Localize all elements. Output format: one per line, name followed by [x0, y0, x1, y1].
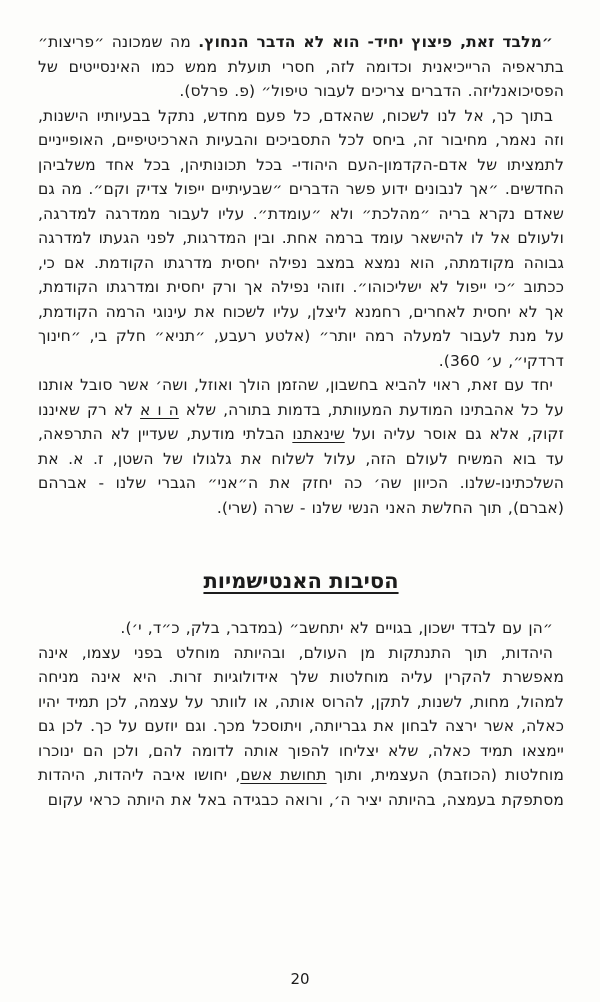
- text-segment: תחושת אשם: [240, 766, 327, 784]
- paragraph: [38, 373, 564, 520]
- text-segment: מה שמכונה ״פריצות״ בתראפיה הרייכיאנית וכדומה לזה, חסרי תועלת ממש כמו האינסייטים של הפסיכואנליזה. הדברים צריכים לעבור טיפול״ (פ. פרלס).: [38, 33, 564, 100]
- text-segment: ה ו א: [140, 400, 179, 419]
- text-segment: ״הן עם לבדד ישכון, בגויים לא יתחשב״ (במדבר, בלק, כ״ד, י׳).: [120, 619, 553, 637]
- text-segment: לא רק שאיננו זקוק, אלא גם אוסר עליה ועל: [38, 400, 564, 443]
- paragraph: [38, 30, 564, 104]
- paragraph: [38, 104, 564, 374]
- text-segment: יחד עם זאת, ראוי להביא בחשבון, שהזמן הולך ואוזל, ושה׳ אשר סובל אותנו על כל אהבתינו המודעת המעוותת, בדמות בתורה, שלא: [38, 376, 564, 419]
- text-segment: ״מלבד זאת, פיצוץ יחיד- הוא לא הדבר הנחוץ.: [198, 33, 553, 51]
- page-number: 20: [290, 970, 310, 988]
- scripture-quote-paragraph: [38, 616, 564, 641]
- text-segment: בתוך כך, אל לנו לשכוח, שהאדם, כל פעם מחדש, נתקל בבעיותיו הישנות, וזה נאמר, מחיבור זה, ביחס לכל התסביכים והבעיות הארכיטיפיים, האופייניים לתמציתו של אדם-הקדמון-העם היהודי- בכל תכונותיהן, בכל אחד משלביהן החדשים. ״אך לנבונים ידוע פשר הדברים ״שבעיתיים ייפול צדיק וקם״. מה גם שאדם נקרא בריה ״מהלכת״ ולא ״עומדת״. עליו לעבור ממדרגה למדרגה, ולעולם אל לו להישאר עומד ברמה אחת. ובין המדרגות, לפני הגעתו למדרגה גבוהה מקודמתה, הוא נמצא במצב נפילה יחסית מדרגתו הקודמת. אם כי, ככתוב ״כי ייפול לא ישליכוהו״. וזוהי נפילה אך ורק יחסית ומדרגתו הקודמת, אך לא יחסית לאחרים, רחמנא ליצלן, עליו לשכוח את עינוגי הרמה הקודמת, על מנת לעבור למעלה רמה יותר״ (אלטע רעבע, ״תניא״ חלק בי, ״חינוך דרדקי״, ע׳ 360).: [38, 106, 564, 370]
- text-segment: , יחושו איבה ליהדות, היהדות מסתפקת בעמצה, בהיותה יציר ה׳, ורואה כבגידה באל את היותה כראי עקום: [38, 766, 564, 809]
- paragraph: [38, 641, 564, 813]
- text-block: [38, 30, 564, 812]
- text-segment: הבלתי מודעת, שעדיין לא התרפאה, עד בוא המשיח לעולם הזה, עלול לשלוח את גלגולו של השטן, ז. א. את השלכתינו-שלנו. הכיוון שה׳ כה יחזק את ה״אני״ הגברי שלנו - אברהם (אברם), תוך החלשת האני הנשי שלנו - שרה (שרי).: [38, 425, 564, 517]
- text-segment: היהדות, תוך התנתקות מן העולם, ובהיותה מוחלט בפני עצמו, אינה מאפשרת להקרין עליה מוחלטות שלך אידולוגיות זרות. היא אינה מניחה למהול, מחות, לשנות, לתקן, להרוס אותה, או לוותר על עצמה, לכן תמיד יהיו כאלה, אשר ירצה לבחון את גבריותה, ויתוסכל מכך. וגם יוזעם על כך. לכן גם יימצאו תמיד כאלה, שלא יצליחו להפוך אותה לדומה להם, ולכן הם ינוכרו מוחלטות (הכוזבת) העצמית, ותוך: [38, 643, 564, 784]
- section-heading: הסיבות האנטישמיות: [203, 569, 399, 593]
- text-segment: שינאתנו: [292, 425, 345, 443]
